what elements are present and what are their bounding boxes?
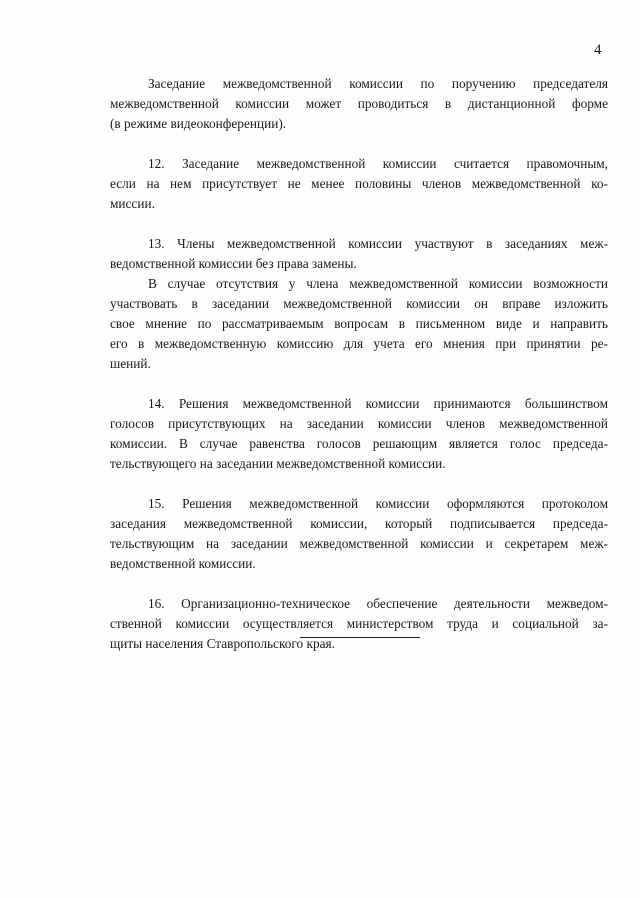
text-line: ведомственной комиссии без права замены.: [110, 256, 357, 271]
text-line: ственной комиссии осуществляется министерством труда и социальной за-: [110, 616, 608, 631]
text-line: его в межведомственную комиссию для учета его мнения при принятии ре-: [110, 336, 608, 351]
document-body: [110, 74, 608, 654]
paragraph-gap: [110, 134, 608, 154]
text-line: заседания межведомственной комиссии, который подписывается председа-: [110, 516, 608, 531]
text-line: шений.: [110, 356, 151, 371]
paragraph-gap: [110, 214, 608, 234]
text-line: миссии.: [110, 196, 155, 211]
text-line: если на нем присутствует не менее половины членов межведомственной ко-: [110, 176, 608, 191]
paragraph-13: [110, 234, 608, 274]
text-line: участвовать в заседании межведомственной комиссии он вправе изложить: [110, 296, 608, 311]
paragraph-14: [110, 394, 608, 474]
text-line: 16. Организационно-техническое обеспечение деятельности межведом-: [148, 596, 608, 611]
text-line: 14. Решения межведомственной комиссии принимаются большинством: [148, 396, 608, 411]
paragraph-13-absence: [110, 274, 608, 374]
paragraph-12: [110, 154, 608, 214]
text-line: Заседание межведомственной комиссии по поручению председателя: [148, 76, 608, 91]
text-line: голосов присутствующих на заседании комиссии членов межведомственной: [110, 416, 608, 431]
text-line: В случае отсутствия у члена межведомственной комиссии возможности: [148, 276, 608, 291]
page-number: 4: [594, 42, 602, 58]
paragraph-gap: [110, 574, 608, 594]
closing-rule-divider: [300, 637, 420, 638]
text-line: 13. Члены межведомственной комиссии участвуют в заседаниях меж-: [148, 236, 608, 251]
text-line: тельствующим на заседании межведомственной комиссии и секретарем меж-: [110, 536, 608, 551]
paragraph-16: [110, 594, 608, 654]
text-line: межведомственной комиссии может проводиться в дистанционной форме: [110, 96, 608, 111]
text-line: тельствующего на заседании межведомственной комиссии.: [110, 456, 446, 471]
paragraph-15: [110, 494, 608, 574]
text-line: 12. Заседание межведомственной комиссии считается правомочным,: [148, 156, 608, 171]
paragraph-gap: [110, 474, 608, 494]
text-line: (в режиме видеоконференции).: [110, 116, 287, 131]
text-line: 15. Решения межведомственной комиссии оформляются протоколом: [148, 496, 608, 511]
paragraph-gap: [110, 374, 608, 394]
text-line: щиты населения Ставропольского края.: [110, 636, 335, 651]
text-line: свое мнение по рассматриваемым вопросам в письменном виде и направить: [110, 316, 608, 331]
text-line: комиссии. В случае равенства голосов решающим является голос председа-: [110, 436, 608, 451]
paragraph-remote-meeting: [110, 74, 608, 134]
text-line: ведомственной комиссии.: [110, 556, 256, 571]
